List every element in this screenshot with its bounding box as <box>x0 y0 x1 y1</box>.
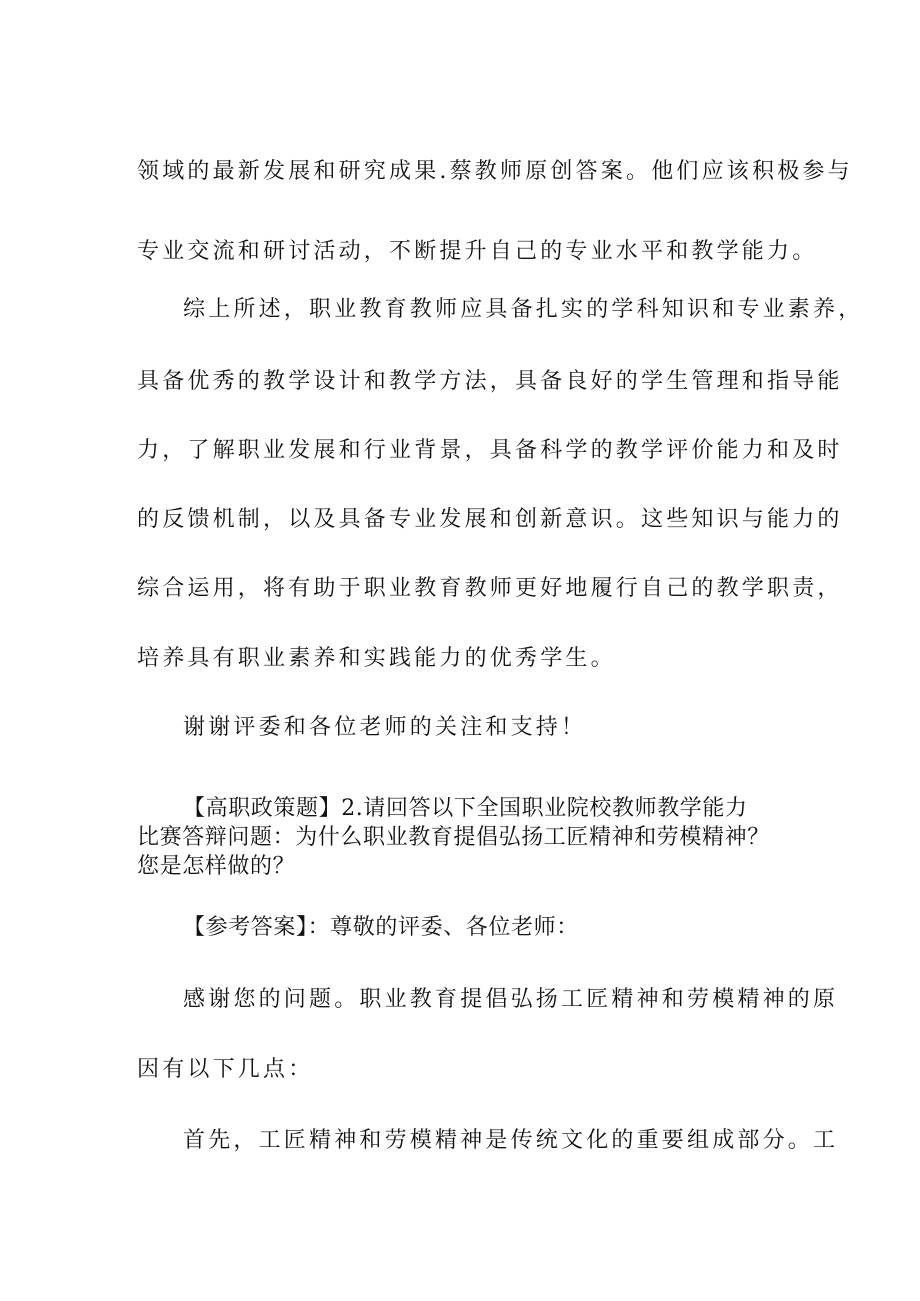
paragraph-line: 培养具有职业素养和实践能力的优秀学生。 <box>137 646 616 671</box>
paragraph-line: 具备优秀的教学设计和教学方法，具备良好的学生管理和指导能 <box>137 369 843 394</box>
question-line: 您是怎样做的？ <box>137 854 296 879</box>
question-line: 【高职政策题】2.请回答以下全国职业院校教师教学能力 <box>183 796 748 821</box>
paragraph-line: 感谢您的问题。职业教育提倡弘扬工匠精神和劳模精神的原 <box>183 987 839 1012</box>
paragraph-line: 领域的最新发展和研究成果.蔡教师原创答案。他们应该积极参与 <box>137 159 853 184</box>
question-line: 比赛答辩问题：为什么职业教育提倡弘扬工匠精神和劳模精神？ <box>137 825 770 850</box>
answer-heading: 【参考答案】：尊敬的评委、各位老师： <box>183 915 579 940</box>
paragraph-line: 综上所述，职业教育教师应具备扎实的学科知识和专业素养， <box>183 297 864 322</box>
paragraph-line: 的反馈机制，以及具备专业发展和创新意识。这些知识与能力的 <box>137 507 843 532</box>
paragraph-line: 力，了解职业发展和行业背景，具备科学的教学评价能力和及时 <box>137 438 843 463</box>
closing-line: 谢谢评委和各位老师的关注和支持！ <box>183 715 587 740</box>
paragraph-line: 因有以下几点： <box>137 1057 314 1082</box>
paragraph-line: 首先，工匠精神和劳模精神是传统文化的重要组成部分。工 <box>183 1128 839 1153</box>
paragraph-line: 综合运用，将有助于职业教育教师更好地履行自己的教学职责， <box>137 576 843 601</box>
paragraph-line: 专业交流和研讨活动，不断提升自己的专业水平和教学能力。 <box>137 239 818 264</box>
